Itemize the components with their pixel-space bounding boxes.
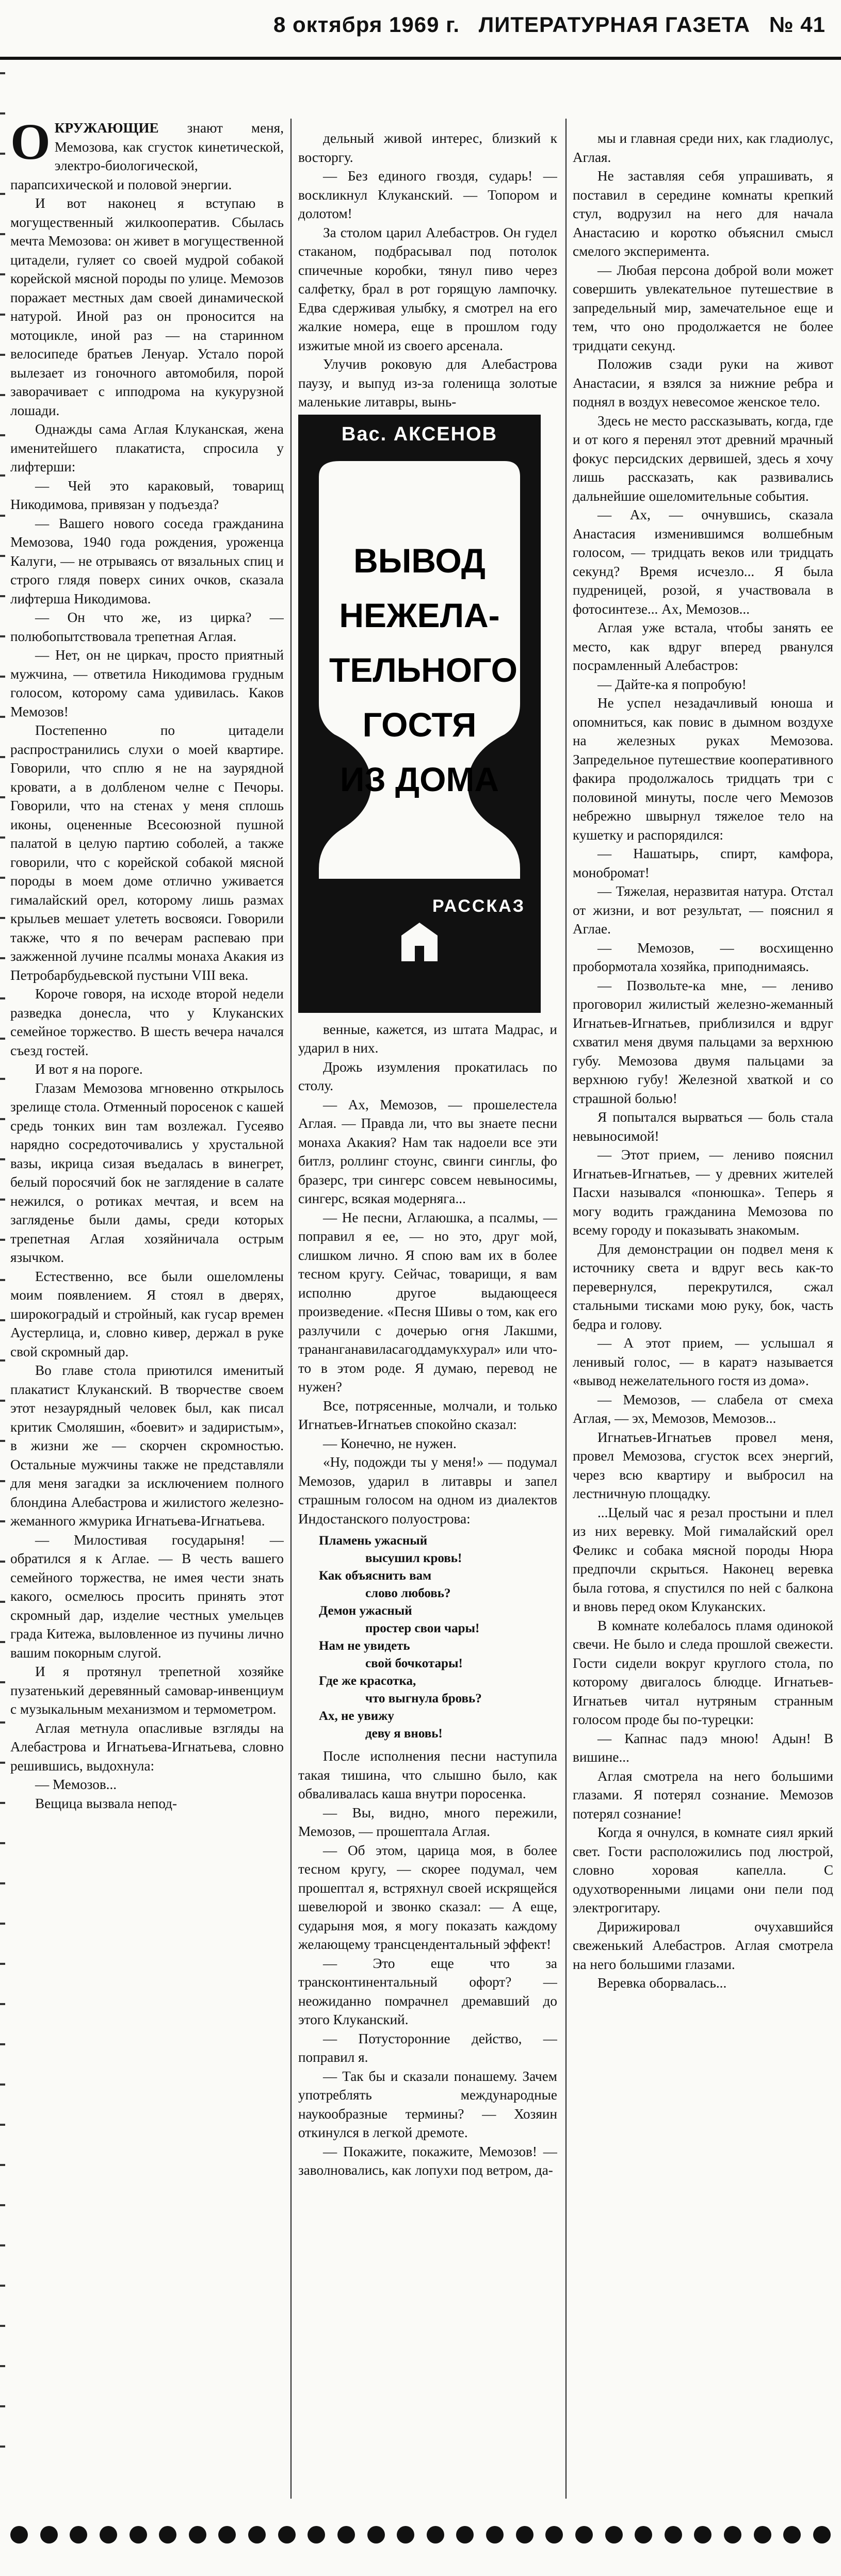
paragraph: ...Целый час я резал простыни и плел из них веревку. Мой гималайский орел Феликс и собака мясной породы Нюра предпочли скрыться. Наконец веревка была готова, я спустился по ней с балкона и вновь перед оком Клуканских. (573, 1504, 833, 1614)
margin-mark (0, 1963, 5, 1965)
footer-dot (70, 2526, 87, 2544)
paragraph: — Этот прием, — лениво пояснил Игнатьев-Игнатьев, — у древних жителей Пасхи назывался «понюшка». Теперь я могу водить гражданина Мемозова по всему городу и показывать знакомым. (573, 1147, 833, 1238)
margin-mark (0, 1721, 5, 1724)
paragraph: Я попытался вырваться — боль стала невыносимой! (573, 1109, 833, 1144)
footer-dot (337, 2526, 355, 2544)
drop-cap: О (10, 119, 51, 170)
footer-dot (724, 2526, 741, 2544)
margin-mark (0, 1199, 5, 1201)
paragraph: Короче говоря, на исходе второй недели разведка донесла, что у Клуканских семейное торжество. В шесть вечера начался съезд гостей. (10, 986, 284, 1058)
paragraph: Постепенно по цитадели распространились слухи о моей квартире. Говорили, что сплю я не на заурядной кровати, а в долбленом челне с Печоры. Говорили, что на стенах у меня сплошь иконы, оцененные Всесоюзной пушной палатой в целую партию соболей, а также говорили, что с корейской собакой мясной породы в моем доме отлично уживается гималайский орел, которому лишь размах крыльев мешает улететь восвояси. Говорили также, что я по вечерам распеваю при зажженной лучине псалмы монаха Акакия из Петробарбудьевской пустыни VIII века. (10, 723, 284, 983)
article-column-1 (10, 119, 284, 2499)
paragraph: Веревка оборвалась... (597, 1975, 727, 1991)
poem-line: высушил кровь! (365, 1551, 462, 1565)
paragraph: — Нет, он не циркач, просто приятный мужчина, — ответила Никодимова грудным голосом, которому сама удивилась. Каков Мемозов! (10, 647, 284, 719)
footer-dot (308, 2526, 325, 2544)
story-genre: РАССКАЗ (432, 896, 526, 916)
footer-dot (665, 2526, 682, 2544)
paragraph: Для демонстрации он подвел меня к источнику света и вдруг весь как-то перевернулся, перекрутился, сжал стальными тисками мою руку, бок, часть бедра и голову. (573, 1241, 833, 1332)
paragraph: «Ну, подожди ты у меня!» — подумал Мемозов, ударил в литавры и запел страшным голосом на одном из диалектов Индостанского полуострова: (298, 1454, 557, 1527)
margin-mark (0, 1118, 5, 1120)
paragraph: И вот наконец я вступаю в могущественный жилкооператив. Сбылась мечта Мемозова: он живет в могущественной цитадели, гуляет со своей мудрой собакой корейской мясной породы по улице. Мемозов поражает местных дам своей динамической натурой. Иной раз он проносится на мотоцикле, иной раз — на старинном велосипеде братьев Ленуар. Устало порой вылезает из гоночного автомобиля, порой заворачивает с ипподрома на кукурузной лошади. (10, 195, 284, 418)
paragraph: — Дайте-ка я попробую! (597, 676, 747, 692)
margin-mark (0, 2043, 5, 2045)
footer-dot (397, 2526, 414, 2544)
title-line: НЕЖЕЛА- (339, 596, 500, 634)
margin-mark (0, 877, 5, 879)
footer-dot (10, 2526, 28, 2544)
paragraph: — Покажите, покажите, Мемозов! — заволновались, как лопухи под ветром, да- (298, 2143, 557, 2178)
margin-mark (0, 314, 5, 316)
margin-mark (0, 676, 5, 678)
poem-line: Нам не увидеть (319, 1639, 410, 1653)
paragraph: Здесь не место рассказывать, когда, где и от кого я перенял этот древний мрачный фокус персидских дервишей, здесь я хочу лишь рассказать, как развивались дальнейшие ошеломительные события. (573, 413, 833, 504)
footer-dot (218, 2526, 236, 2544)
paragraph: — Вашего нового соседа гражданина Мемозова, 1940 года рождения, уроженца Калуги, — не отрываясь от вязальных спиц и строго глядя поверх синих очков, сказала лифтерша Никодимова. (10, 515, 284, 606)
margin-mark (0, 1038, 5, 1040)
paragraph: — Мемозов, — восхищенно пробормотала хозяйка, приподнимаясь. (573, 940, 833, 974)
article-column-2 (298, 129, 557, 2499)
footer-dot (189, 2526, 206, 2544)
footer-dot (367, 2526, 385, 2544)
left-margin-marks (0, 72, 6, 2496)
story-title-box (298, 415, 541, 1013)
column-rule (290, 119, 292, 2499)
poem-line: Как объяснить вам (319, 1569, 432, 1583)
paragraph: — Конечно, не нужен. (323, 1435, 457, 1451)
poem-line: Где же красотка, (319, 1674, 416, 1688)
paragraph: — Потусторонние действо, — поправил я. (298, 2030, 557, 2065)
column-2-end-paragraphs (298, 1747, 557, 2180)
margin-mark (0, 474, 5, 477)
poem-line: слово любовь? (365, 1586, 451, 1600)
paragraph: За столом царил Алебастров. Он гудел стаканом, подбрасывал под потолок спичечные коробки, тянул пиво через салфетку, брал в рот горящую лампочку. Едва сдерживая улыбку, я смотрел на его жалкие номера, еще в прошлом году изжитые мной из своего арсенала. (298, 224, 557, 353)
footer-dot (813, 2526, 831, 2544)
footer-dot (694, 2526, 711, 2544)
header-line (261, 12, 826, 37)
header-date: 8 октября 1969 г. (273, 12, 460, 37)
poem-line: деву я вновь! (365, 1727, 443, 1741)
margin-mark (0, 997, 5, 999)
paragraph: — Любая персона доброй воли может совершить увлекательное путешествие в запредельный мир, замечательное еще и тем, что оно продолжается не более тридцати секунд. (573, 262, 833, 353)
margin-mark (0, 2365, 5, 2367)
title-line: ГОСТЯ (362, 705, 477, 744)
margin-mark (0, 1279, 5, 1281)
margin-mark (0, 1882, 5, 1884)
margin-mark (0, 354, 5, 356)
margin-mark (0, 957, 5, 959)
lead-word: КРУЖАЮЩИЕ (54, 120, 159, 136)
margin-mark (0, 796, 5, 798)
margin-mark (0, 394, 5, 396)
margin-mark (0, 1078, 5, 1080)
margin-mark (0, 1681, 5, 1683)
margin-mark (0, 1520, 5, 1522)
paragraph: И я протянул трепетной хозяйке пузатенький деревянный самовар-инвенциум с музыкальным механизмом и термометром. (10, 1664, 284, 1717)
margin-mark (0, 2083, 5, 2086)
margin-mark (0, 193, 5, 195)
footer-dot (754, 2526, 771, 2544)
footer-dot (516, 2526, 533, 2544)
paragraph: — Об этом, царица моя, в более тесном кругу, — скорее подумал, чем прошептал я, встряхнул своей искрящейся шевелюрой и звонко сказал: — А еще, сударыня моя, я могу показать каждому желающему трансцендентальный эффект! (298, 1842, 557, 1952)
paragraph: Однажды сама Аглая Клуканская, жена именитейшего плакатиста, спросила у лифтерши: (10, 421, 284, 474)
page-header (0, 0, 841, 60)
paragraph: — Это еще что за трансконтинентальный офорт? — неожиданно помрачнел дремавший до этого Клуканский. (298, 1955, 557, 2027)
margin-mark (0, 72, 5, 74)
poem-line: Ах, не увижу (319, 1709, 394, 1723)
paragraph: Во главе стола приютился именитый плакатист Клуканский. В творчестве своем этот незаурядный человек был, как писал критик Смоляшин, «боевит» и задиристым», в жизни же — скорчен скромностью. Остальные мужчины также не представляли для меня загадки за исключением полного блондина Алебастрова и жилистого железно-жеманного жмурика Игнатьева-Игнатьева. (10, 1363, 284, 1529)
margin-mark (0, 153, 5, 155)
paragraph: — Мемозов... (35, 1777, 117, 1792)
margin-mark (0, 434, 5, 436)
footer-dot-row (10, 2519, 831, 2550)
footer-dot (486, 2526, 504, 2544)
margin-mark (0, 1400, 5, 1402)
paragraph: — Ах, Мемозов, — прошелестела Аглая. — Правда ли, что вы знаете песни монаха Акакия? Нам так надоели все эти битлз, роллинг стоунс, свинги синглы, фо бразерс, три сингерс совсем невыносимы, сингерс, всякая модерняга... (298, 1096, 557, 1206)
paragraph: После исполнения песни наступила такая тишина, что слышно было, как обваливалась каша внутри поросенка. (298, 1748, 557, 1801)
title-line: ВЫВОД (353, 541, 486, 580)
margin-mark (0, 1239, 5, 1241)
paragraph: Все, потрясенные, молчали, и только Игнатьев-Игнатьев спокойно сказал: (298, 1398, 557, 1432)
paragraph: Естественно, все были ошеломлены моим появлением. Я стоял в дверях, широкоградый и стройный, как гусар времен Аустерлица, и, словно кивер, держал в руке свой скромный дар. (10, 1268, 284, 1359)
paragraph: Игнатьев-Игнатьев провел меня, провел Мемозова, сгусток всех энергий, через всю квартиру и выбросил на лестничную площадку. (573, 1429, 833, 1501)
title-line: ИЗ ДОМА (339, 760, 499, 798)
margin-mark (0, 1359, 5, 1361)
paragraph: Аглая смотрела на него большими глазами. Я потерял сознание. Мемозов потерял сознание! (573, 1768, 833, 1822)
margin-mark (0, 595, 5, 597)
header-paper-name: ЛИТЕРАТУРНАЯ ГАЗЕТА (478, 12, 751, 37)
margin-mark (0, 2325, 5, 2327)
margin-mark (0, 2204, 5, 2206)
footer-dot (100, 2526, 117, 2544)
paragraph: — Нашатырь, спирт, камфора, монобромат! (573, 846, 833, 880)
paragraph: — Вы, видно, много пережили, Мемозов, — прошептала Аглая. (298, 1804, 557, 1839)
paragraph: — Без единого гвоздя, сударь! — воскликнул Клуканский. — Топором и долотом! (298, 168, 557, 221)
margin-mark (0, 1480, 5, 1482)
footer-dot (427, 2526, 444, 2544)
header-issue: № 41 (769, 12, 826, 37)
lead-text: знают меня, Мемозова, как сгусток кинетической, электро-биологической, парапсихической и половой энергии. (10, 120, 284, 192)
margin-mark (0, 1842, 5, 1844)
paragraph: — Он что же, из цирка? — полюбопытствовала трепетная Аглая. (10, 610, 284, 644)
paragraph: — Капнас падэ мною! Адын! В вишине... (573, 1730, 833, 1765)
footer-dot (783, 2526, 801, 2544)
footer-dot (456, 2526, 474, 2544)
margin-mark (0, 1440, 5, 1442)
margin-mark (0, 635, 5, 637)
footer-dot (130, 2526, 147, 2544)
paragraph: — Мемозов, — слабела от смеха Аглая, — эх, Мемозов, Мемозов... (573, 1391, 833, 1426)
margin-mark (0, 2244, 5, 2246)
poem-line: Пламень ужасный (319, 1534, 428, 1548)
paragraph: — Не песни, Аглаюшка, а псалмы, — поправил я ее, — но это, друг мой, слишком лично. Я спою вам их в более тесном кругу. Сейчас, товарищи, я вам исполню другое выдающееся произведение. «Песня Шивы о том, как его разлучили с дочерью огня Лакшми, трананганавиласагоддамукхурал» или что-то в этом роде. Я думаю, перевод не нужен? (298, 1209, 557, 1394)
paragraph: Не успел незадачливый юноша и опомниться, как повис в дымном воздухе на железных руках Мемозова. Запредельное путешествие кооперативного факира продолжалось тридцать три с половиной минуты, после чего Мемозов небрежно швырнул тяжелое тело на кушетку и распорядился: (573, 695, 833, 843)
paragraph: дельный живой интерес, близкий к восторгу. (298, 130, 557, 165)
margin-mark (0, 2164, 5, 2166)
paragraph: — Чей это караковый, товарищ Никодимова, привязан у подъезда? (10, 478, 284, 512)
poem-line: простер свои чары! (365, 1621, 480, 1635)
margin-mark (0, 555, 5, 557)
paragraph: Когда я очнулся, в комнате сиял яркий свет. Гости расположились под люстрой, словно хоровая капелла. С одухотворенными лицами они пели под электрогитару. (573, 1825, 833, 1915)
poem-line: свой бочкотары! (365, 1656, 463, 1670)
poem-line: что выгнула бровь? (365, 1692, 482, 1705)
paragraph: — Тяжелая, неразвитая натура. Отстал от жизни, и вот результат, — пояснил я Аглае. (573, 883, 833, 937)
footer-dot (278, 2526, 296, 2544)
story-author: Вас. АКСЕНОВ (341, 423, 498, 445)
margin-mark (0, 2446, 5, 2448)
paragraph: — Милостивая государыня! — обратился я к Аглае. — В честь вашего семейного торжества, не имея чести знать какого, осмелюсь просить принять этот скромный дар, изделие честных умельцев града Китежа, выловленное из пучины лично вашим покорным слугой. (10, 1532, 284, 1661)
margin-mark (0, 1601, 5, 1603)
column-3-paragraphs (573, 129, 833, 1993)
column-2-top-paragraphs (298, 129, 557, 412)
footer-dot (248, 2526, 266, 2544)
paragraph: — Ах, — очнувшись, сказала Анастасия изменившимся волшебным голосом, — тридцать веков или тридцать секунд? Время исчезло... Я была пудреницей, розой, я участвовала в фотосинтезе... Ах, Мемозов... (573, 507, 833, 617)
paragraph: В комнате колебалось пламя одинокой свечи. Не было и следа прошлой свежести. Гости сидели вокруг круглого стола, по которому двигалось блюдце. Игнатьев-Игнатьев читал нутряным странным голосом проде бы по-турецки: (573, 1617, 833, 1727)
footer-dot (545, 2526, 563, 2544)
paragraph: Аглая метнула опасливые взгляды на Алебастрова и Игнатьева-Игнатьева, словно решившись, выдохнула: (10, 1720, 284, 1774)
paragraph: Глазам Мемозова мгновенно открылось зрелище стола. Отменный поросенок с кашей средь тонких вин там возлежал. Гусеяво нарядно сосредоточивались у хрустальной вазы, икрица сизая въедалась в винегрет, белый поросячий бок не заглядение в салате нежился, о ротиках мечтая, и всем на загляденье были дамы, среди которых трепетная Аглая хозяйничала острым язычком. (10, 1080, 284, 1265)
column-1-paragraphs (10, 194, 284, 1813)
paragraph: Не заставляя себя упрашивать, я поставил в середине комнаты крепкий стул, водрузил на него для начала Анастасию и коротко объяснил смысл смелого эксперимента. (573, 168, 833, 259)
margin-mark (0, 1762, 5, 1764)
margin-mark (0, 917, 5, 919)
paragraph: Дрожь изумления прокатилась по столу. (298, 1059, 557, 1093)
column-rule (565, 119, 567, 2499)
paragraph: Дирижировал очухавшийся свеженький Алебастров. Аглая смотрела на него большими глазами. (573, 1918, 833, 1972)
paragraph: И вот я на пороге. (35, 1061, 143, 1077)
paragraph: венные, кажется, из штата Мадрас, и ударил в них. (298, 1021, 557, 1056)
margin-mark (0, 1319, 5, 1321)
margin-mark (0, 2124, 5, 2126)
footer-dot (40, 2526, 58, 2544)
paragraph: Вещица вызвала непод- (35, 1795, 177, 1811)
margin-mark (0, 1641, 5, 1643)
margin-mark (0, 1802, 5, 1804)
footer-dot (159, 2526, 176, 2544)
song-poem (319, 1532, 557, 1743)
footer-dot (575, 2526, 593, 2544)
footer-dot (605, 2526, 623, 2544)
paragraph: Аглая уже встала, чтобы занять ее место, как вдруг вперед рванулся посрамленный Алебастров: (573, 620, 833, 673)
margin-mark (0, 716, 5, 718)
footer-dot (635, 2526, 652, 2544)
margin-mark (0, 1923, 5, 1925)
margin-mark (0, 1158, 5, 1160)
margin-mark (0, 2003, 5, 2005)
paragraph: Улучив роковую для Алебастрова паузу, и выпуд из-за голенища золотые маленькие литавры, вынь- (298, 356, 557, 409)
paragraph: Положив сзади руки на живот Анастасии, я взялся за нижние ребра и поднял в воздух невесомое женское тело. (573, 356, 833, 409)
margin-mark (0, 2285, 5, 2287)
margin-mark (0, 836, 5, 839)
lead-paragraph (10, 119, 284, 194)
paragraph: мы и главная среди них, как гладиолус, Аглая. (573, 130, 833, 165)
margin-mark (0, 1561, 5, 1563)
margin-mark (0, 233, 5, 235)
margin-mark (0, 112, 5, 114)
paragraph: — А этот прием, — услышал я ленивый голос, — в каратэ называется «вывод нежелательного гостя из дома». (573, 1335, 833, 1388)
paragraph: — Так бы и сказали понашему. Зачем употреблять международные наукообразные термины? — Хозяин откинулся в легкой дремоте. (298, 2068, 557, 2140)
paragraph: — Позвольте-ка мне, — лениво проговорил жилистый железно-жеманный Игнатьев-Игнатьев, приблизился и вдруг схватил меня двумя пальцами за верхнюю губу. Мемозова двумя пальцами за верхнюю губу! Железной хваткой и со страшной болью! (573, 977, 833, 1106)
margin-mark (0, 273, 5, 275)
poem-line: Демон ужасный (319, 1604, 412, 1618)
margin-mark (0, 2405, 5, 2407)
margin-mark (0, 756, 5, 758)
title-line: ТЕЛЬНОГО (329, 650, 517, 689)
margin-mark (0, 515, 5, 517)
article-column-3 (573, 129, 833, 2499)
story-title (329, 533, 517, 807)
